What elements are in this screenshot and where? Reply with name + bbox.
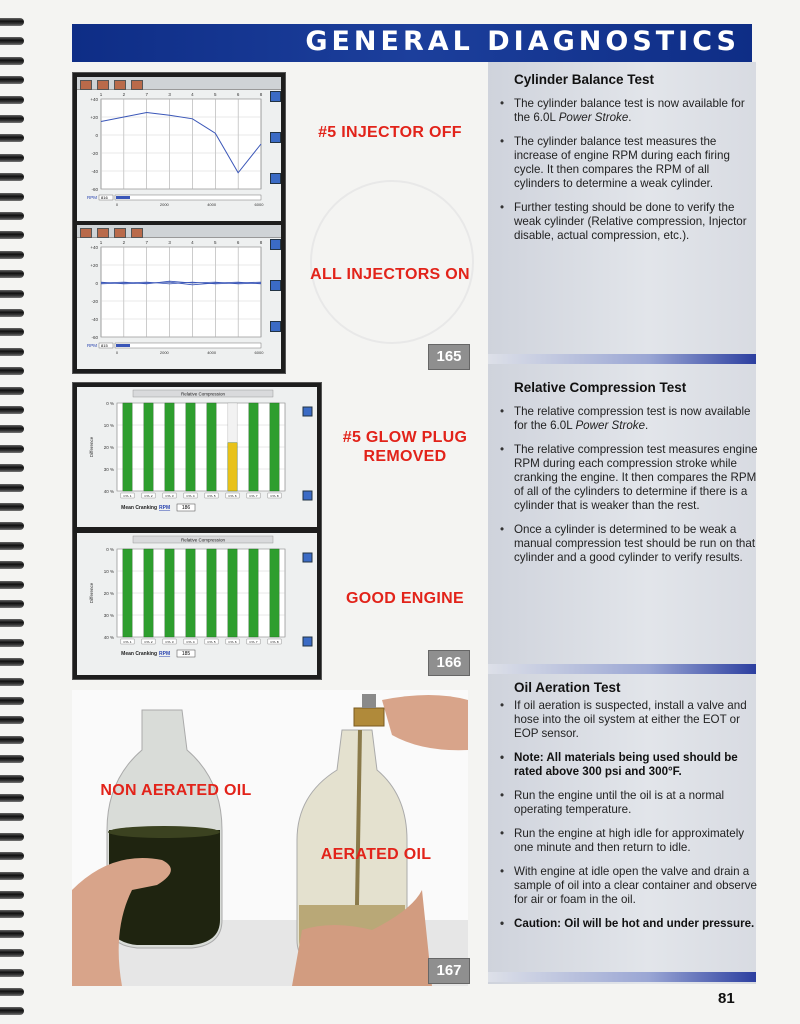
cylinder-label: CYL 2	[144, 493, 153, 498]
cylinder-tick-label: 1	[99, 92, 103, 97]
spiral-ring	[0, 503, 24, 511]
y-tick-label: -20	[91, 151, 98, 156]
rpm-tick-label: 4000	[207, 202, 217, 207]
cylinder-label: CYL 7	[249, 493, 258, 498]
spiral-ring	[0, 484, 24, 492]
spiral-ring	[0, 1007, 24, 1015]
y-axis-label: Difference	[89, 436, 94, 458]
spiral-ring	[0, 755, 24, 763]
spiral-ring	[0, 387, 24, 395]
cylinder-label: CYL 8	[270, 639, 279, 644]
spiral-ring	[0, 988, 24, 996]
compression-chart-bottom	[77, 533, 317, 675]
rpm-value: 815	[101, 343, 108, 348]
callout-good-engine: GOOD ENGINE	[346, 590, 464, 607]
section-heading: Oil Aeration Test	[514, 680, 621, 695]
bullet-item: • The relative compression test is now available for the 6.0L Power Stroke.	[496, 405, 758, 433]
cylinder-tick-label: 8	[259, 92, 263, 97]
cylinder-tick-label: 7	[145, 92, 148, 97]
spiral-ring	[0, 154, 24, 162]
compression-bar	[249, 403, 258, 491]
y-tick-label: +40	[90, 245, 98, 250]
spiral-ring	[0, 619, 24, 627]
cylinder-tick-label: 4	[191, 240, 194, 245]
spiral-ring	[0, 522, 24, 530]
compression-bar	[249, 549, 258, 637]
compression-bar	[207, 549, 216, 637]
spiral-ring	[0, 949, 24, 957]
bullet-item: • Run the engine until the oil is at a normal operating temperature.	[496, 789, 758, 817]
cranking-label: Mean Cranking	[121, 505, 157, 511]
screen-side-button[interactable]	[303, 637, 312, 646]
spiral-ring	[0, 57, 24, 65]
spiral-ring	[0, 581, 24, 589]
compression-bar	[165, 403, 174, 491]
cylinder-tick-label: 5	[214, 92, 217, 97]
cranking-rpm-link[interactable]: RPM	[159, 505, 171, 511]
compression-chart-top	[77, 387, 317, 527]
cylinder-label: CYL 5	[207, 493, 216, 498]
figure-number-165: 165	[428, 344, 470, 370]
cranking-rpm-value: 185	[181, 651, 191, 657]
cylinder-tick-label: 8	[259, 240, 263, 245]
plot-area	[101, 247, 261, 337]
spiral-ring	[0, 251, 24, 259]
spiral-ring	[0, 833, 24, 841]
bullet-item: • Once a cylinder is determined to be weak a manual compression test should be run on that cylinder and a good cylinder to verify results.	[496, 523, 758, 565]
screen-side-button[interactable]	[303, 553, 312, 562]
spiral-ring	[0, 639, 24, 647]
balance-graph-all-on	[77, 225, 281, 369]
spiral-ring	[0, 309, 24, 317]
rpm-tick-label: 6000	[254, 202, 264, 207]
cylinder-label: CYL 4	[186, 639, 195, 644]
cylinder-tick-label: 5	[214, 240, 217, 245]
chart-title: Relative Compression	[180, 391, 226, 397]
rpm-tick-label: 0	[115, 202, 119, 207]
cylinder-label: CYL 6	[228, 639, 237, 644]
balance-chart-top	[77, 77, 281, 221]
compression-test-screenshot	[72, 382, 322, 680]
callout-injector-off: #5 INJECTOR OFF	[318, 124, 462, 141]
spiral-ring	[0, 872, 24, 880]
spiral-ring	[0, 600, 24, 608]
spiral-ring	[0, 910, 24, 918]
callout-glow-plug-removed: #5 GLOW PLUG REMOVED	[342, 429, 468, 465]
spiral-ring	[0, 290, 24, 298]
spiral-ring	[0, 736, 24, 744]
cylinder-label: CYL 5	[207, 639, 216, 644]
rpm-tick-label: 2000	[159, 350, 169, 355]
screen-side-buttons	[270, 239, 279, 362]
compression-bar	[144, 403, 153, 491]
spiral-ring	[0, 231, 24, 239]
spiral-ring	[0, 716, 24, 724]
cylinder-label: CYL 1	[123, 493, 132, 498]
y-tick-label: 20 %	[103, 445, 114, 450]
spiral-ring	[0, 173, 24, 181]
cylinder-label: CYL 2	[144, 639, 153, 644]
spiral-ring	[0, 193, 24, 201]
compression-bar	[228, 443, 237, 491]
spiral-ring	[0, 212, 24, 220]
spiral-ring	[0, 930, 24, 938]
spiral-ring	[0, 969, 24, 977]
bullet-item: • The cylinder balance test measures the increase of engine RPM during each firing cycle. It then compares the RPM of all cylinders to determine a weak cylinder.	[496, 135, 758, 191]
spiral-ring	[0, 406, 24, 414]
bullet-item: • The relative compression test measures engine RPM during each compression stroke while cranking the engine. It then compares the RPM of all of the cylinders to determine if there is a cylinder that is weaker than the rest.	[496, 443, 758, 513]
rpm-bar-fill	[116, 344, 130, 347]
spiral-ring	[0, 270, 24, 278]
cylinder-label: CYL 3	[165, 493, 174, 498]
y-tick-label: +40	[90, 97, 98, 102]
spiral-ring	[0, 367, 24, 375]
y-tick-label: 0	[95, 281, 98, 286]
balance-graph-injector-off	[77, 77, 281, 221]
screen-side-button[interactable]	[303, 491, 312, 500]
y-tick-label: 0 %	[106, 401, 114, 406]
oil-bottles-illustration	[72, 690, 468, 986]
bullet-item: • Further testing should be done to verify the weak cylinder (Relative compression, Injector disable, actual compression, etc.).	[496, 201, 758, 243]
cranking-label: Mean Cranking	[121, 651, 157, 657]
y-tick-label: 10 %	[103, 423, 114, 428]
cylinder-tick-label: 3	[168, 240, 171, 245]
y-tick-label: 0	[95, 133, 98, 138]
spiral-ring	[0, 37, 24, 45]
compression-bar	[123, 549, 132, 637]
bullet-item: • Run the engine at high idle for approximately one minute and then return to idle.	[496, 827, 758, 855]
watermark-circle	[310, 180, 474, 344]
y-tick-label: 10 %	[103, 569, 114, 574]
spiral-binding	[0, 0, 28, 1024]
y-tick-label: -20	[91, 299, 98, 304]
y-tick-label: 40 %	[103, 489, 114, 494]
compression-bar	[186, 549, 195, 637]
screen-side-button[interactable]	[303, 407, 312, 416]
spiral-ring	[0, 18, 24, 26]
rpm-label: RPM	[87, 195, 97, 200]
section-oil-aeration	[496, 680, 758, 941]
callout-non-aerated-oil: NON AERATED OIL	[100, 782, 252, 799]
spiral-ring	[0, 658, 24, 666]
spiral-ring	[0, 96, 24, 104]
balance-chart-bottom	[77, 225, 281, 369]
spiral-ring	[0, 542, 24, 550]
cylinder-tick-label: 4	[191, 92, 194, 97]
page-number: 81	[718, 990, 735, 1007]
cylinder-tick-label: 1	[99, 240, 103, 245]
plot-area	[101, 99, 261, 189]
spiral-ring	[0, 328, 24, 336]
section-divider	[488, 354, 756, 364]
compression-graph-good-engine	[77, 533, 317, 675]
compression-bar	[270, 403, 279, 491]
section-cylinder-balance	[496, 72, 758, 253]
rpm-bar-fill	[116, 196, 130, 199]
compression-graph-glow-plug-removed	[77, 387, 317, 527]
rpm-tick-label: 4000	[207, 350, 217, 355]
y-tick-label: 30 %	[103, 467, 114, 472]
cranking-rpm-value: 186	[181, 505, 191, 511]
callout-all-injectors-on: ALL INJECTORS ON	[310, 266, 470, 283]
bullet-item: • With engine at idle open the valve and drain a sample of oil into a clear container and observe for air or foam in the oil.	[496, 865, 758, 907]
spiral-ring	[0, 134, 24, 142]
y-tick-label: -40	[91, 169, 98, 174]
cylinder-label: CYL 7	[249, 639, 258, 644]
compression-bar	[228, 549, 237, 637]
bullet-item: • Note: All materials being used should be rated above 300 psi and 300°F.	[496, 751, 758, 779]
cylinder-label: CYL 6	[228, 493, 237, 498]
y-tick-label: 30 %	[103, 613, 114, 618]
rpm-tick-label: 0	[115, 350, 119, 355]
spiral-ring	[0, 794, 24, 802]
compression-bar	[165, 549, 174, 637]
cylinder-label: CYL 8	[270, 493, 279, 498]
chart-title: Relative Compression	[180, 537, 226, 543]
spiral-ring	[0, 115, 24, 123]
spiral-ring	[0, 445, 24, 453]
compression-bar	[270, 549, 279, 637]
cylinder-label: CYL 4	[186, 493, 195, 498]
spiral-ring	[0, 425, 24, 433]
section-heading: Relative Compression Test	[514, 380, 687, 395]
spiral-ring	[0, 775, 24, 783]
y-tick-label: -60	[91, 335, 98, 340]
y-tick-label: +20	[90, 263, 98, 268]
callout-aerated-oil: AERATED OIL	[320, 846, 432, 863]
cranking-rpm-link[interactable]: RPM	[159, 651, 171, 657]
y-tick-label: +20	[90, 115, 98, 120]
y-tick-label: 40 %	[103, 635, 114, 640]
rpm-value: 816	[101, 195, 108, 200]
figure-number-167: 167	[428, 958, 470, 984]
cylinder-tick-label: 6	[236, 92, 240, 97]
spiral-ring	[0, 76, 24, 84]
rpm-bar-track	[115, 343, 261, 348]
y-axis-label: Difference	[89, 582, 94, 604]
bullet-item: • The cylinder balance test is now available for the 6.0L Power Stroke.	[496, 97, 758, 125]
spiral-ring	[0, 852, 24, 860]
bullet-item: • If oil aeration is suspected, install a valve and hose into the oil system at either the EOT or EOP sensor.	[496, 699, 758, 741]
cylinder-label: CYL 1	[123, 639, 132, 644]
spiral-ring	[0, 678, 24, 686]
page-title: GENERAL DIAGNOSTICS	[305, 26, 740, 57]
spiral-ring	[0, 697, 24, 705]
spiral-ring	[0, 561, 24, 569]
cylinder-tick-label: 3	[168, 92, 171, 97]
cylinder-tick-label: 7	[145, 240, 148, 245]
y-tick-label: 20 %	[103, 591, 114, 596]
header-bar	[72, 24, 752, 62]
cylinder-label: CYL 3	[165, 639, 174, 644]
compression-bar	[123, 403, 132, 491]
figure-number-166: 166	[428, 650, 470, 676]
screen-side-buttons	[270, 91, 279, 214]
y-tick-label: 0 %	[106, 547, 114, 552]
cylinder-tick-label: 2	[122, 240, 126, 245]
compression-bar	[207, 403, 216, 491]
rpm-label: RPM	[87, 343, 97, 348]
section-heading: Cylinder Balance Test	[514, 72, 655, 87]
cylinder-tick-label: 2	[122, 92, 126, 97]
compression-bar	[144, 549, 153, 637]
rpm-tick-label: 6000	[254, 350, 264, 355]
spiral-ring	[0, 891, 24, 899]
spiral-ring	[0, 348, 24, 356]
balance-test-screenshot	[72, 72, 286, 374]
cylinder-tick-label: 6	[236, 240, 240, 245]
oil-bottles-photo	[72, 690, 468, 986]
spiral-ring	[0, 464, 24, 472]
y-tick-label: -60	[91, 187, 98, 192]
section-relative-compression	[496, 380, 758, 575]
section-divider	[488, 664, 756, 674]
bullet-item: • Caution: Oil will be hot and under pressure.	[496, 917, 758, 931]
section-divider	[488, 972, 756, 982]
rpm-bar-track	[115, 195, 261, 200]
spiral-ring	[0, 813, 24, 821]
compression-bar	[186, 403, 195, 491]
rpm-tick-label: 2000	[159, 202, 169, 207]
y-tick-label: -40	[91, 317, 98, 322]
